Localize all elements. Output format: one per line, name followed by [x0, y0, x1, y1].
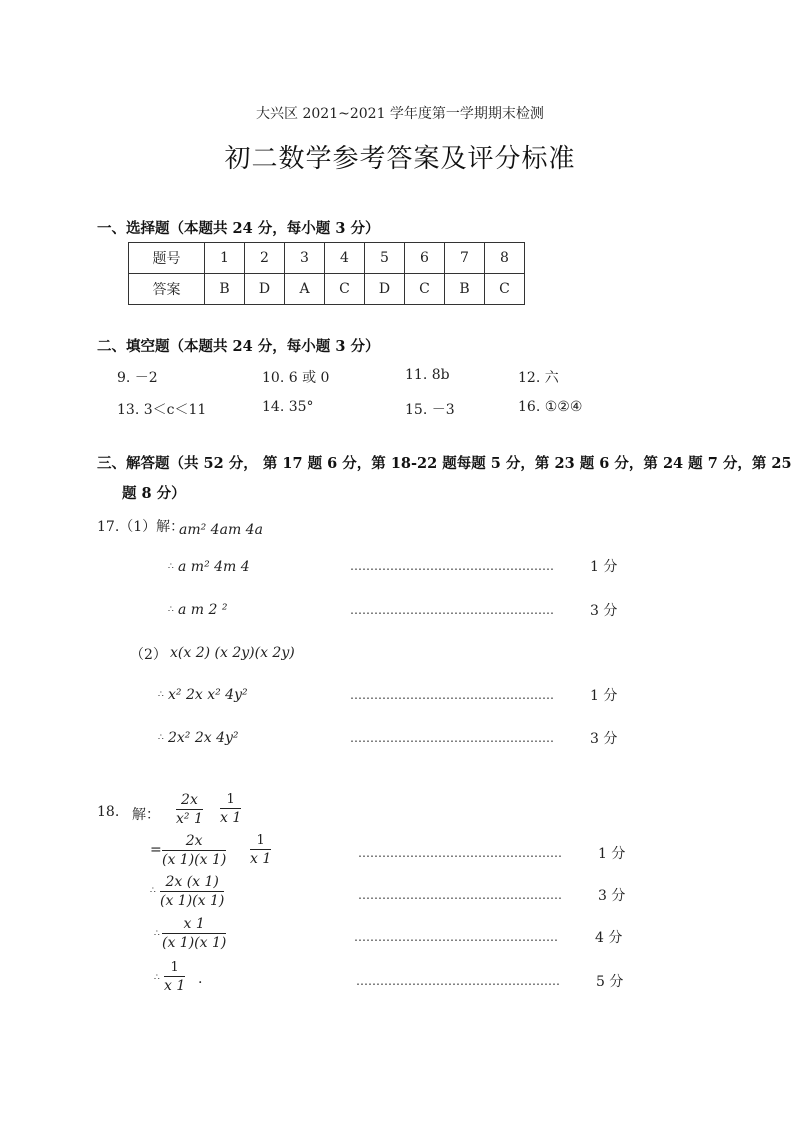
table-cell: D: [365, 274, 405, 305]
score-mark: 3 分: [598, 888, 626, 904]
table-row: [129, 243, 525, 274]
q17-step: a m² 4m 4: [178, 559, 250, 575]
therefore-icon: ∴: [168, 562, 174, 572]
q17-step: a m 2 ²: [178, 602, 228, 618]
table-row: [129, 274, 525, 305]
fraction: $\frac{1}{x 1}$: [220, 792, 242, 826]
therefore-icon: ∴: [158, 690, 164, 700]
dot-leader: ……………………………………………: [350, 688, 554, 702]
section1-heading: 一、选择题（本题共 24 分，每小题 3 分）: [97, 220, 380, 237]
dot-leader: ……………………………………………: [350, 559, 554, 573]
score-mark: 5 分: [596, 974, 624, 990]
fill-answer: 12. 六: [518, 370, 559, 386]
table-cell: 3: [285, 243, 325, 274]
q17-step: x² 2x x² 4y²: [168, 687, 248, 703]
fill-answer: 10. 6 或 0: [262, 370, 330, 386]
section2-heading: 二、填空题（本题共 24 分，每小题 3 分）: [97, 338, 380, 355]
q17-label: 17.（1）解：: [97, 519, 185, 535]
fraction: $\frac{2x}{\text{x² 1}}$: [176, 792, 203, 827]
equals-sign: =: [150, 842, 162, 858]
table-cell: 4: [325, 243, 365, 274]
fill-answer: 13. 3＜c＜11: [117, 402, 207, 418]
therefore-icon: ∴: [154, 929, 160, 939]
table-cell: 1: [205, 243, 245, 274]
period: .: [198, 971, 203, 987]
table-cell: 5: [365, 243, 405, 274]
table-cell: B: [445, 274, 485, 305]
table-cell: C: [405, 274, 445, 305]
therefore-icon: ∴: [158, 733, 164, 743]
table-cell: B: [205, 274, 245, 305]
fraction: $\frac{2x}{(x 1)(x 1)}$: [162, 833, 227, 868]
dot-leader: ……………………………………………: [350, 731, 554, 745]
table-cell: A: [285, 274, 325, 305]
score-mark: 1 分: [598, 846, 626, 862]
q17-expression: x(x 2) (x 2y)(x 2y): [170, 645, 295, 661]
score-mark: 1 分: [590, 559, 618, 575]
table-cell: C: [325, 274, 365, 305]
fill-answer: 11. 8b: [405, 367, 450, 383]
score-mark: 3 分: [590, 603, 618, 619]
dot-leader: ……………………………………………: [358, 888, 562, 902]
table-cell: 6: [405, 243, 445, 274]
therefore-icon: ∴: [150, 886, 156, 896]
q18-solve-label: 解：: [132, 807, 160, 823]
fill-answer: 9. －2: [117, 370, 158, 386]
page-title: 初二数学参考答案及评分标准: [224, 144, 576, 174]
fraction: $\frac{x 1}{(x 1)(x 1)}$: [162, 916, 227, 951]
table-cell: 题号: [129, 243, 205, 274]
table-cell: 答案: [129, 274, 205, 305]
dot-leader: ……………………………………………: [350, 603, 554, 617]
score-mark: 3 分: [590, 731, 618, 747]
q18-label: 18.: [97, 804, 120, 820]
fraction: $\frac{1}{x 1}$: [250, 833, 272, 867]
table-cell: 2: [245, 243, 285, 274]
answer-table: [128, 242, 525, 305]
fill-answer: 16. ①②④: [518, 399, 583, 415]
table-cell: D: [245, 274, 285, 305]
table-cell: 7: [445, 243, 485, 274]
exam-subtitle: 大兴区 2021~2021 学年度第一学期期末检测: [256, 106, 544, 122]
table-cell: C: [485, 274, 525, 305]
table-cell: 8: [485, 243, 525, 274]
fill-answer: 15. －3: [405, 402, 455, 418]
section3-heading-line2: 题 8 分）: [122, 485, 186, 502]
dot-leader: ……………………………………………: [358, 846, 562, 860]
q17-step: 2x² 2x 4y²: [168, 730, 239, 746]
q17-part2-label: （2）: [130, 647, 167, 663]
score-mark: 1 分: [590, 688, 618, 704]
q17-expression: am² 4am 4a: [179, 522, 263, 538]
fraction: $\frac{2x (x 1)}{(x 1)(x 1)}$: [160, 874, 225, 909]
therefore-icon: ∴: [168, 605, 174, 615]
fraction: $\frac{1}{x 1}$: [164, 960, 186, 994]
dot-leader: ……………………………………………: [356, 974, 560, 988]
dot-leader: ……………………………………………: [354, 930, 558, 944]
score-mark: 4 分: [595, 930, 623, 946]
fill-answer: 14. 35°: [262, 399, 314, 415]
therefore-icon: ∴: [154, 973, 160, 983]
section3-heading-line1: 三、解答题（共 52 分， 第 17 题 6 分，第 18-22 题每题 5 分，第 23 题 6 分，第 24 题 7 分，第 25: [97, 455, 792, 472]
